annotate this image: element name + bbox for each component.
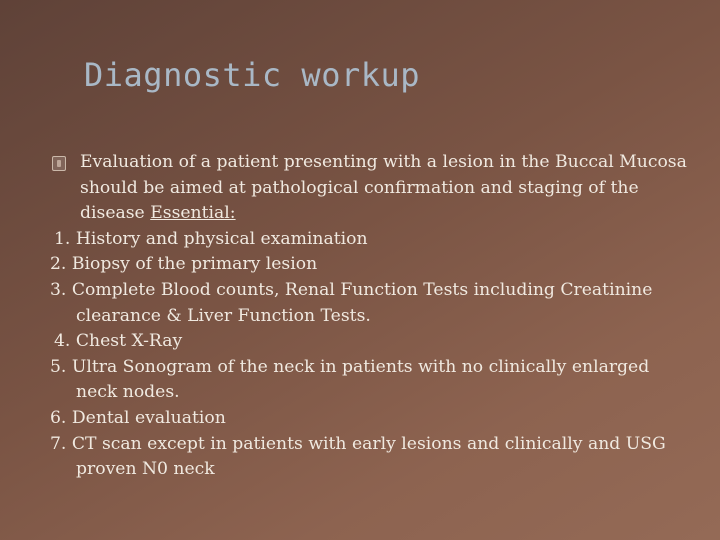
slide-title: Diagnostic workup [84, 56, 421, 94]
workup-item-6: 6. Dental evaluation [50, 407, 226, 428]
essential-label: Essential: [150, 203, 236, 224]
intro-bullet [48, 150, 688, 227]
workup-item-1: 1. History and physical examination [54, 228, 368, 249]
workup-item-2: 2. Biopsy of the primary lesion [50, 254, 318, 275]
workup-item-4: 4. Chest X-Ray [54, 331, 183, 352]
intro-text: Evaluation of a patient presenting with a lesion in the Buccal Mucosa should be aimed at pathological confirmation and staging of the disease [80, 152, 687, 224]
workup-item-3: 3. Complete Blood counts, Renal Function Tests including Creatinine clearance & Liver Function Tests. [50, 279, 653, 326]
workup-item-5: 5. Ultra Sonogram of the neck in patients with no clinically enlarged neck nodes. [50, 356, 650, 403]
checkbox-bullet-icon [52, 156, 66, 171]
slide-body [48, 150, 688, 483]
workup-item-7: 7. CT scan except in patients with early lesions and clinically and USG proven N0 neck [50, 433, 666, 480]
